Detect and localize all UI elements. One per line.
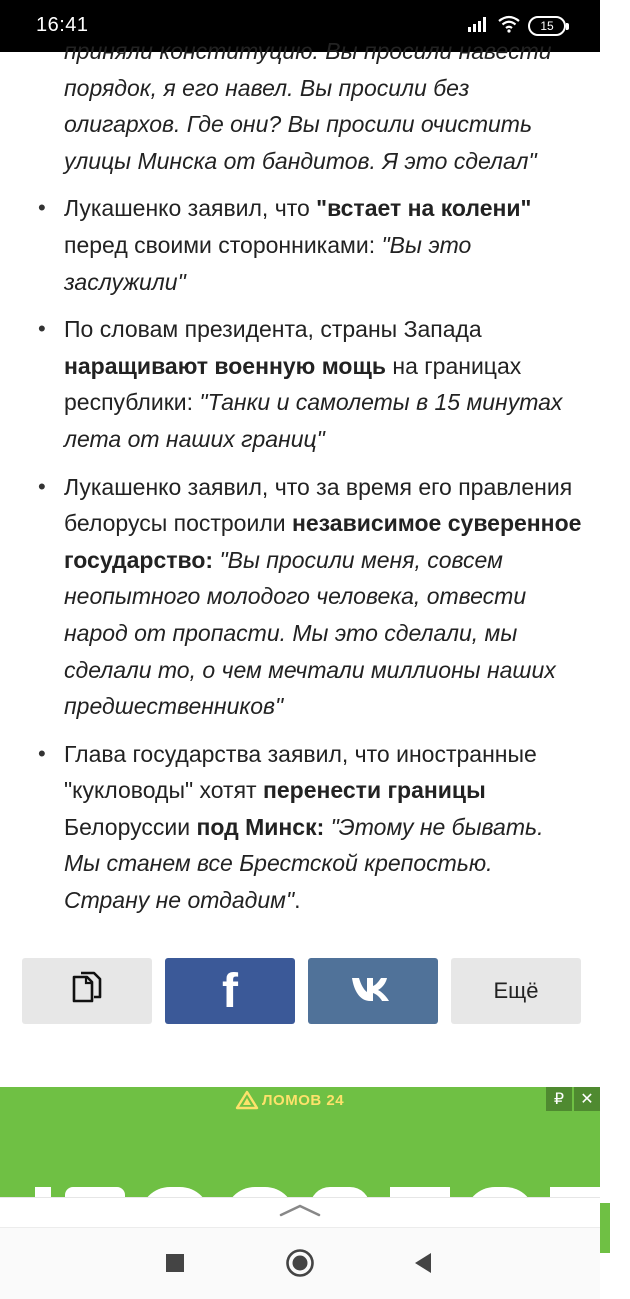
back-triangle-icon [413,1252,433,1279]
ad-logo-text: ЛОМОВ 24 [262,1091,345,1109]
bullet-text: Лукашенко заявил, что за время его правления белорусы построили [64,473,573,537]
bullet-bold: независимое суверенное государство: [64,510,582,573]
bullet-continuation [0,33,600,179]
bullet-text: Глава государства заявил, что иностранные "кукловоды" хотят [64,740,537,804]
more-share-label: Ещё [493,978,539,1003]
ad-logo [236,1091,344,1109]
bullet-list [0,38,600,919]
battery-level: 15 [540,19,554,33]
bullet-text: перед своими сторонниками: [64,231,382,258]
article-body [0,38,600,932]
ad-close-button[interactable]: ✕ [574,1087,600,1111]
quote-text: "Танки и самолеты в 15 минутах лета от наших границ" [64,389,563,452]
facebook-icon: f [222,964,238,1018]
ad-banner[interactable] [0,1087,600,1197]
bullet-bold: под Минск: [196,813,325,840]
bullet-item [0,190,600,300]
facebook-share-button[interactable] [165,958,295,1024]
quote-text: "Вы это заслужили" [64,231,472,295]
back-button[interactable] [408,1250,438,1280]
navigation-bar [0,1227,600,1299]
home-circle-icon [285,1248,315,1283]
bullet-bold: перенести границы [262,777,486,804]
bullet-text: Белоруссии [64,813,197,840]
bullet-item [0,736,600,919]
vk-share-button[interactable] [308,958,438,1024]
chevron-up-icon [279,1203,321,1222]
bullet-bold: наращивают военную мощь [64,352,387,379]
bullet-text: на границах республики: [64,352,522,416]
copy-button[interactable] [22,958,152,1024]
ad-price-button[interactable]: ₽ [546,1087,572,1111]
copy-icon [70,971,104,1012]
home-button[interactable] [285,1250,315,1280]
bullet-bold: "встает на колени" [316,195,532,222]
bullet-end: . [294,887,301,914]
bullet-item [0,311,600,457]
vk-icon [350,975,396,1008]
bullet-text: По словам президента, страны Запада [64,316,482,343]
share-bar [22,958,581,1024]
more-share-button[interactable] [451,958,581,1024]
quote-text: приняли конституцию. Вы просили навести порядок, я его навел. Вы просили без олигархов. Где они? Вы просили очистить улицы Минска от бандитов. Я это сделал" [64,38,552,174]
recents-button[interactable] [160,1250,190,1280]
logo-triangle-icon [236,1091,258,1109]
bullet-text: Лукашенко заявил, что [64,195,317,222]
bullet-item [0,469,600,725]
status-time: 16:41 [36,14,89,36]
ad-controls [546,1087,600,1111]
quote-text: "Этому не бывать. Мы станем все Брестской крепостью. Страну не отдадим" [64,813,544,914]
bottom-sheet-handle[interactable] [0,1197,600,1227]
square-icon [165,1253,185,1278]
quote-text: "Вы просили меня, совсем неопытного молодого человека, отвести народ от пропасти. Мы это сделали, мы сделали то, о чем мечтали миллионы наших предшественников" [64,546,556,720]
